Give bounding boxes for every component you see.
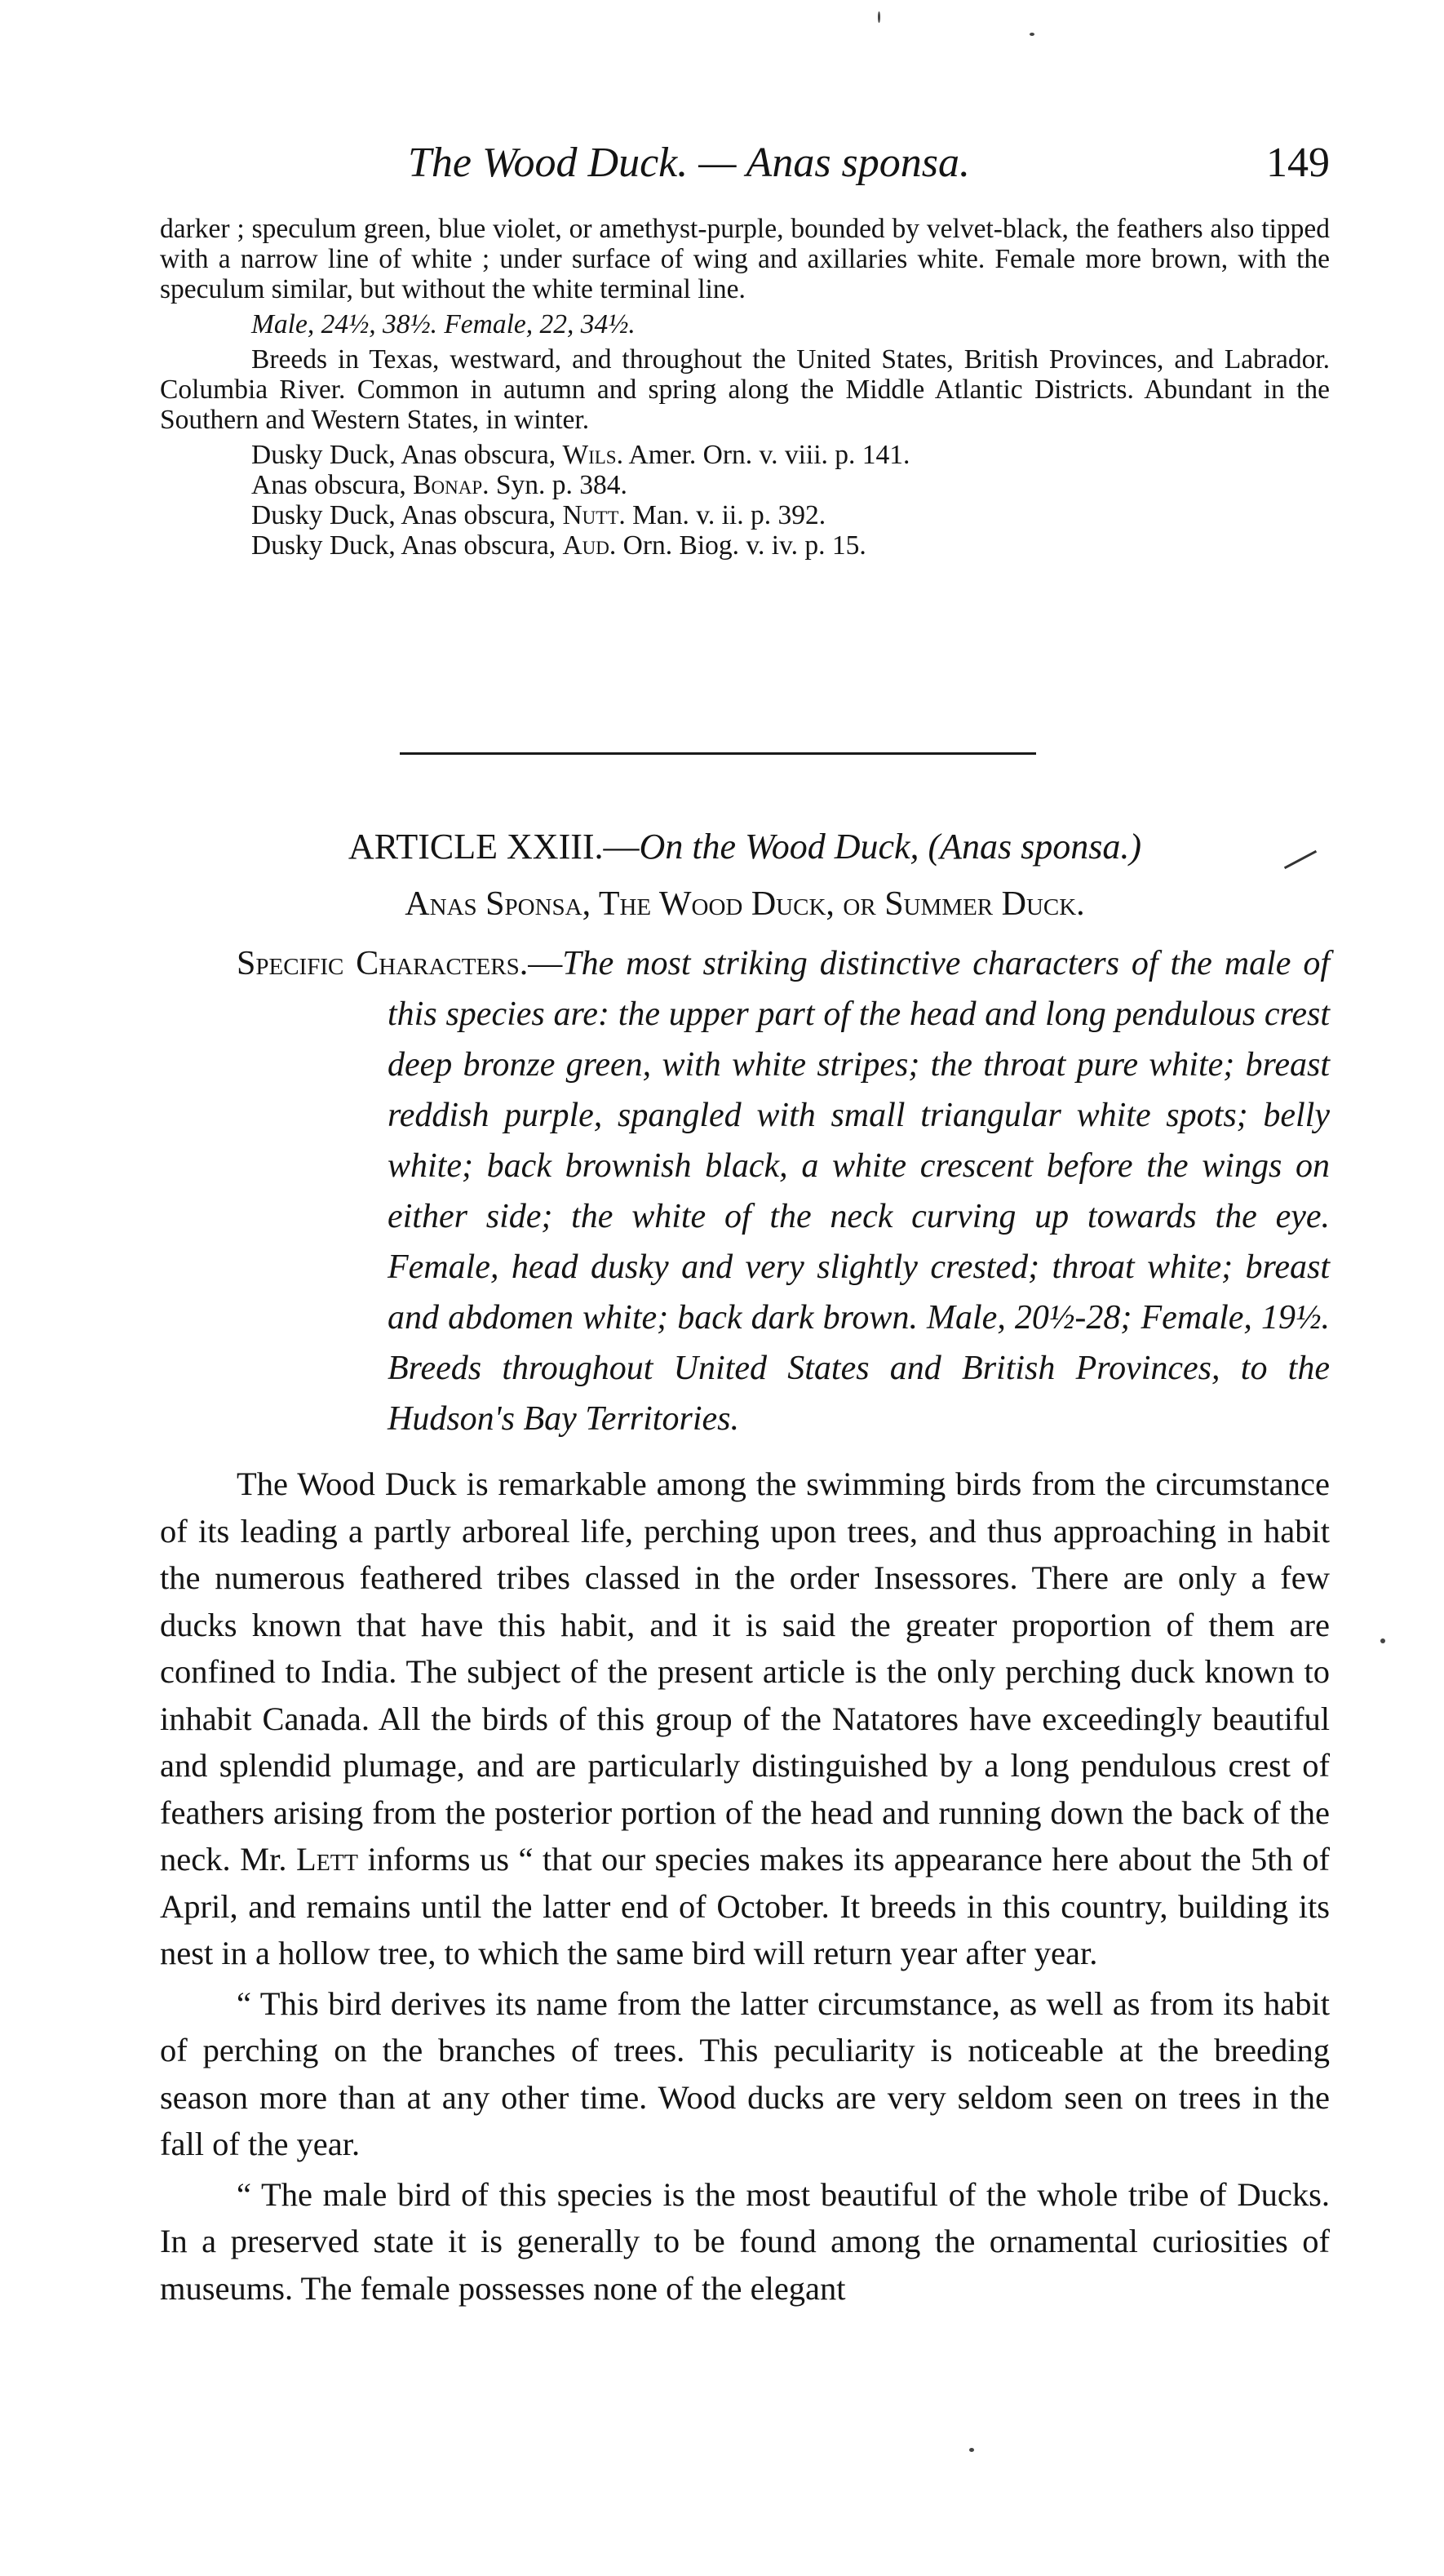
- scan-speck: [878, 11, 880, 23]
- scan-speck: [1380, 1638, 1385, 1643]
- scan-speck: [1030, 33, 1034, 36]
- reference-line: Dusky Duck, Anas obscura, Aud. Orn. Biog. v. iv. p. 15.: [251, 530, 866, 561]
- reference-list: [160, 440, 1330, 561]
- body-paragraph: “ This bird derives its name from the latter circumstance, as well as from its habit of perching on the branches of trees. This peculiarity is noticeable at the breeding season more than at any other time. Wood ducks are very seldom seen on trees in the fall of the year.: [160, 1984, 1330, 2162]
- article-subtitle: Anas Sponsa, The Wood Duck, or Summer Duck.: [405, 885, 1085, 923]
- reference-author: Nutt.: [562, 500, 626, 530]
- description-paragraph: darker ; speculum green, blue violet, or amethyst-purple, bounded by velvet-black, the feathers also tipped with a narrow line of white ; under surface of wing and axillaries white. Female more brown, with the speculum similar, but without the white terminal line.: [160, 214, 1330, 304]
- reference-line: Dusky Duck, Anas obscura, Wils. Amer. Orn. v. viii. p. 141.: [251, 440, 910, 470]
- article-title: ARTICLE XXIII.—On the Wood Duck, (Anas sponsa.): [348, 827, 1142, 867]
- section-divider: [400, 752, 1036, 755]
- specific-characters: [237, 938, 1330, 1444]
- specific-characters-label: Specific Characters.—: [237, 945, 563, 982]
- reference-author: Bonap.: [413, 470, 489, 500]
- reference-author: Aud.: [562, 530, 617, 561]
- measurements: Male, 24½, 38½. Female, 22, 34½.: [251, 309, 636, 339]
- reference-line: Dusky Duck, Anas obscura, Nutt. Man. v. ii. p. 392.: [251, 500, 826, 530]
- body-paragraph: The Wood Duck is remarkable among the swimming birds from the circumstance of its leading a partly arboreal life, perching upon trees, and thus approaching in habit the numerous feathered tribes classed in the order Insessores. There are only a few ducks known that have this habit, and it is said the greater proportion of them are confined to India. The subject of the present article is the only perching duck known to inhabit Canada. All the birds of this group of the Natatores have exceedingly beautiful and splendid plumage, and are particularly distinguished by a long pendulous crest of feathers arising from the posterior portion of the head and running down the back of the neck. Mr. Lett informs us “ that our species makes its appearance here about the 5th of April, and remains until the latter end of October. It breeds in this country, building its nest in a hollow tree, to which the same bird will return year after year.: [160, 1465, 1330, 1971]
- body-paragraph: “ The male bird of this species is the most beautiful of the whole tribe of Ducks. In a preserved state it is generally to be found among the ornamental curiosities of museums. The female possesses none of the elegant: [160, 2175, 1330, 2307]
- reference-author: Wils.: [562, 440, 623, 470]
- continued-description: [160, 214, 1330, 561]
- reference-line: Anas obscura, Bonap. Syn. p. 384.: [251, 470, 627, 500]
- running-title: The Wood Duck. — Anas sponsa.: [408, 140, 971, 186]
- page-number: 149: [1266, 140, 1330, 186]
- person-name: Lett: [295, 1841, 359, 1878]
- main-text: [160, 1461, 1330, 2315]
- page-header: [408, 139, 1330, 204]
- specific-characters-text: Specific Characters.—The most striking distinctive characters of the male of this species are: the upper part of the head and long pendulous crest deep bronze green, with white stripes; the throat pure white; breast reddish purple, spangled with small triangular white spots; belly white; back brownish black, a white crescent before the wings on either side; the white of the neck curving up towards the eye. Female, head dusky and very slightly crested; throat white; breast and abdomen white; back dark brown. Male, 20½-28; Female, 19½. Breeds throughout United States and British Provinces, to the Hudson's Bay Territories.: [237, 945, 1331, 1438]
- range-paragraph: Breeds in Texas, westward, and throughout the United States, British Provinces, and Labrador. Columbia River. Common in autumn and spring along the Middle Atlantic Districts. Abundant in the Southern and Western States, in winter.: [160, 344, 1330, 435]
- scan-speck: [969, 2448, 974, 2452]
